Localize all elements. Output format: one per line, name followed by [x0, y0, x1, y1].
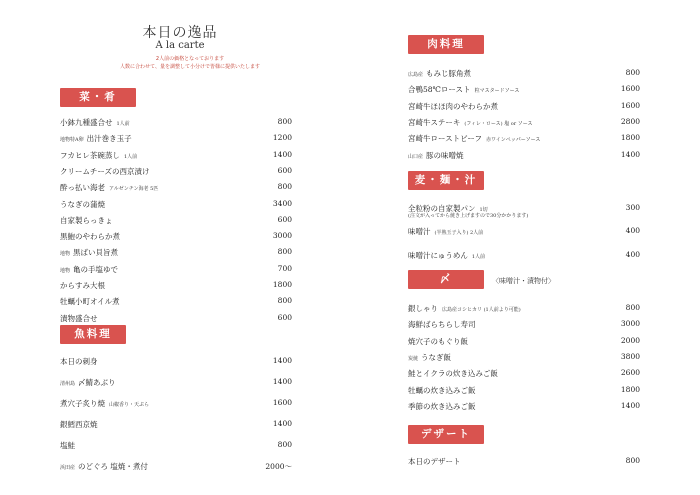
- section-header-meshi: 〆: [408, 270, 484, 289]
- item-origin: 地物: [60, 267, 71, 274]
- item-name: 季節の炊き込みご飯: [408, 401, 476, 411]
- item-price: 3400: [272, 198, 292, 208]
- item-name: 出汁巻き玉子: [86, 134, 132, 144]
- item-name: 漬物盛合せ: [60, 313, 98, 323]
- item-name: 焼穴子のもぐり飯: [408, 336, 468, 346]
- item-origin: 清州島: [60, 381, 76, 387]
- item-origin: 広島産: [408, 72, 424, 78]
- item-price: 1600: [272, 398, 292, 407]
- item-price: 1600: [620, 84, 640, 94]
- menu-item: [60, 461, 292, 472]
- menu-item: [60, 166, 292, 177]
- section-header-sakana: 魚料理: [60, 325, 126, 344]
- page-subtitle: A la carte: [155, 40, 205, 51]
- menu-item: [60, 296, 292, 307]
- menu-item: [408, 226, 640, 237]
- item-price: 700: [277, 263, 292, 273]
- item-price: 1400: [272, 149, 292, 159]
- menu-item: [408, 101, 640, 112]
- item-detail: 山椒香り・天ぷら: [109, 402, 150, 408]
- item-price: 1400: [620, 400, 640, 410]
- item-name: 鮭とイクラの炊き込みご飯: [408, 369, 498, 379]
- menu-item: [60, 117, 292, 128]
- item-name: 酔っ払い海老: [60, 183, 105, 193]
- item-price: 600: [277, 165, 292, 175]
- item-price: 600: [277, 214, 292, 224]
- item-price: 800: [625, 68, 640, 77]
- item-price: 600: [277, 312, 292, 322]
- menu-item: [60, 313, 292, 324]
- item-price: 800: [625, 456, 640, 465]
- item-name: 海鮮ばらちらし寿司: [408, 320, 476, 330]
- item-name: 宮崎牛ローストビーフ: [408, 134, 482, 144]
- menu-item: [60, 398, 292, 409]
- menu-item: [60, 356, 292, 367]
- item-price: 800: [277, 296, 292, 306]
- menu-item: [408, 385, 640, 396]
- item-name: クリームチーズの西京漬け: [60, 166, 150, 176]
- item-price: 3000: [620, 319, 640, 329]
- menu-item: [408, 68, 640, 79]
- item-price: 800: [277, 182, 292, 192]
- item-name: 本日のデザート: [408, 457, 461, 466]
- menu-item: [60, 182, 292, 193]
- item-price: 1200: [272, 133, 292, 143]
- menu-item: [408, 303, 640, 314]
- item-detail: 粒マスタードソース: [474, 88, 520, 95]
- item-price: 1400: [620, 149, 640, 159]
- menu-item: [60, 199, 292, 210]
- item-detail: 赤ワインペッパーソース: [485, 137, 541, 144]
- item-price: 800: [277, 117, 292, 126]
- item-price: 1400: [272, 377, 292, 386]
- menu-item: [60, 264, 292, 275]
- item-price: 800: [277, 440, 292, 449]
- item-name: うなぎの蒲焼: [60, 199, 105, 209]
- item-detail: 1切: [479, 207, 488, 213]
- item-origin: 浜田産: [60, 465, 76, 471]
- item-detail: 1人前: [116, 121, 130, 127]
- menu-item: [408, 352, 640, 363]
- item-name: 豚の味噌焼: [426, 150, 464, 160]
- item-origin: 炭焼: [408, 355, 419, 362]
- item-name: 〆鯖あぶり: [78, 378, 116, 387]
- item-origin: 地物: [60, 251, 71, 258]
- menu-item: [60, 377, 292, 388]
- item-price: 3800: [620, 351, 640, 361]
- menu-item: [408, 336, 640, 347]
- item-name: 自家製らっきょ: [60, 215, 113, 225]
- section-header-sai: 菜・肴: [60, 88, 136, 107]
- notice-line-1: 2人前の価格となっております: [155, 56, 225, 62]
- page-title: 本日の逸品: [142, 25, 218, 41]
- item-price: 1400: [272, 356, 292, 365]
- item-note: (注文が入ってから焼き上げますので30分かかります): [408, 213, 529, 219]
- item-name: 牡蠣小町オイル煮: [60, 297, 120, 307]
- item-price: 1800: [272, 280, 292, 289]
- item-price: 400: [625, 250, 640, 259]
- item-price: 300: [625, 203, 640, 212]
- item-name: のどぐろ 塩焼・煮付: [78, 462, 148, 471]
- menu-item: [60, 133, 292, 144]
- item-price: 1800: [620, 133, 640, 143]
- section-header-men: 麦・麺・汁: [408, 171, 484, 190]
- menu-item: [60, 440, 292, 451]
- menu-item: [408, 133, 640, 144]
- item-price: 2000～: [265, 462, 292, 471]
- item-name: うなぎ飯: [421, 352, 452, 362]
- menu-item: [408, 84, 640, 95]
- item-price: 2000: [620, 335, 640, 345]
- item-name: 全粒粉の自家製パン: [408, 204, 476, 213]
- item-price: 2800: [620, 116, 640, 126]
- menu-item: [60, 150, 292, 161]
- item-name: 黒ばい貝旨煮: [73, 248, 119, 258]
- item-price: 3000: [272, 231, 292, 241]
- item-name: 小鉢九種盛合せ: [60, 118, 113, 127]
- item-detail: 1人前: [123, 153, 138, 160]
- item-detail: (フィレ・ロース) 塩 or ソース: [464, 120, 533, 127]
- item-name: 煮穴子炙り焼: [60, 399, 105, 408]
- menu-item: [408, 250, 640, 261]
- menu-item: [408, 401, 640, 412]
- menu-item: [408, 456, 640, 467]
- item-price: 400: [625, 226, 640, 235]
- item-name: 合鴨58℃ロースト: [408, 85, 471, 95]
- item-origin: 山口産: [408, 153, 424, 160]
- item-name: 本日の刺身: [60, 357, 98, 366]
- notice-line-2: 人数に合わせて、量を調整して小分けで皆様に提供いたします: [120, 64, 260, 70]
- item-name: 味噌汁にゅうめん: [408, 251, 468, 260]
- item-price: 2600: [620, 368, 640, 378]
- item-origin: 地物特A卵: [60, 137, 84, 144]
- item-name: 銀しゃり: [408, 304, 438, 313]
- item-price: 800: [625, 303, 640, 312]
- menu-item: [60, 215, 292, 226]
- item-name: フカヒレ茶碗蒸し: [60, 150, 120, 160]
- item-price: 1400: [272, 419, 292, 428]
- item-name: 亀の手塩ゆで: [73, 264, 119, 274]
- item-name: 牡蠣の炊き込みご飯: [408, 385, 476, 395]
- menu-item: [408, 368, 640, 379]
- menu-item: [408, 150, 640, 161]
- section-header-niku: 肉料理: [408, 35, 484, 54]
- item-name: もみじ豚角煮: [426, 69, 472, 78]
- item-name: 宮崎牛ステーキ: [408, 117, 461, 127]
- item-name: 黒鮑のやわらか煮: [60, 232, 120, 242]
- menu-item: [408, 117, 640, 128]
- item-name: 宮崎牛ほほ肉のやわらか煮: [408, 101, 498, 111]
- item-name: 味噌汁: [408, 227, 431, 236]
- item-price: 1800: [620, 384, 640, 394]
- item-name: 銀鱈西京焼: [60, 420, 98, 429]
- item-detail: 1人前: [471, 254, 486, 260]
- section-header-dessert: デザート: [408, 425, 484, 444]
- item-name: 塩鮭: [60, 441, 75, 450]
- item-price: 1600: [620, 100, 640, 110]
- menu-item: [408, 319, 640, 330]
- menu-item: [60, 280, 292, 291]
- item-detail: アルゼンチン海老 5匹: [109, 186, 159, 193]
- item-name: からすみ大根: [60, 281, 105, 290]
- item-detail: 広島産コシヒカリ (1人前より可能): [442, 307, 521, 313]
- item-detail: (半熟玉子入り) 2人前: [434, 230, 484, 236]
- menu-item: [60, 247, 292, 258]
- item-price: 800: [277, 247, 292, 257]
- menu-item: [60, 419, 292, 430]
- menu-item: [60, 231, 292, 242]
- section-side-note: 〈味噌汁・漬物付〉: [492, 277, 555, 285]
